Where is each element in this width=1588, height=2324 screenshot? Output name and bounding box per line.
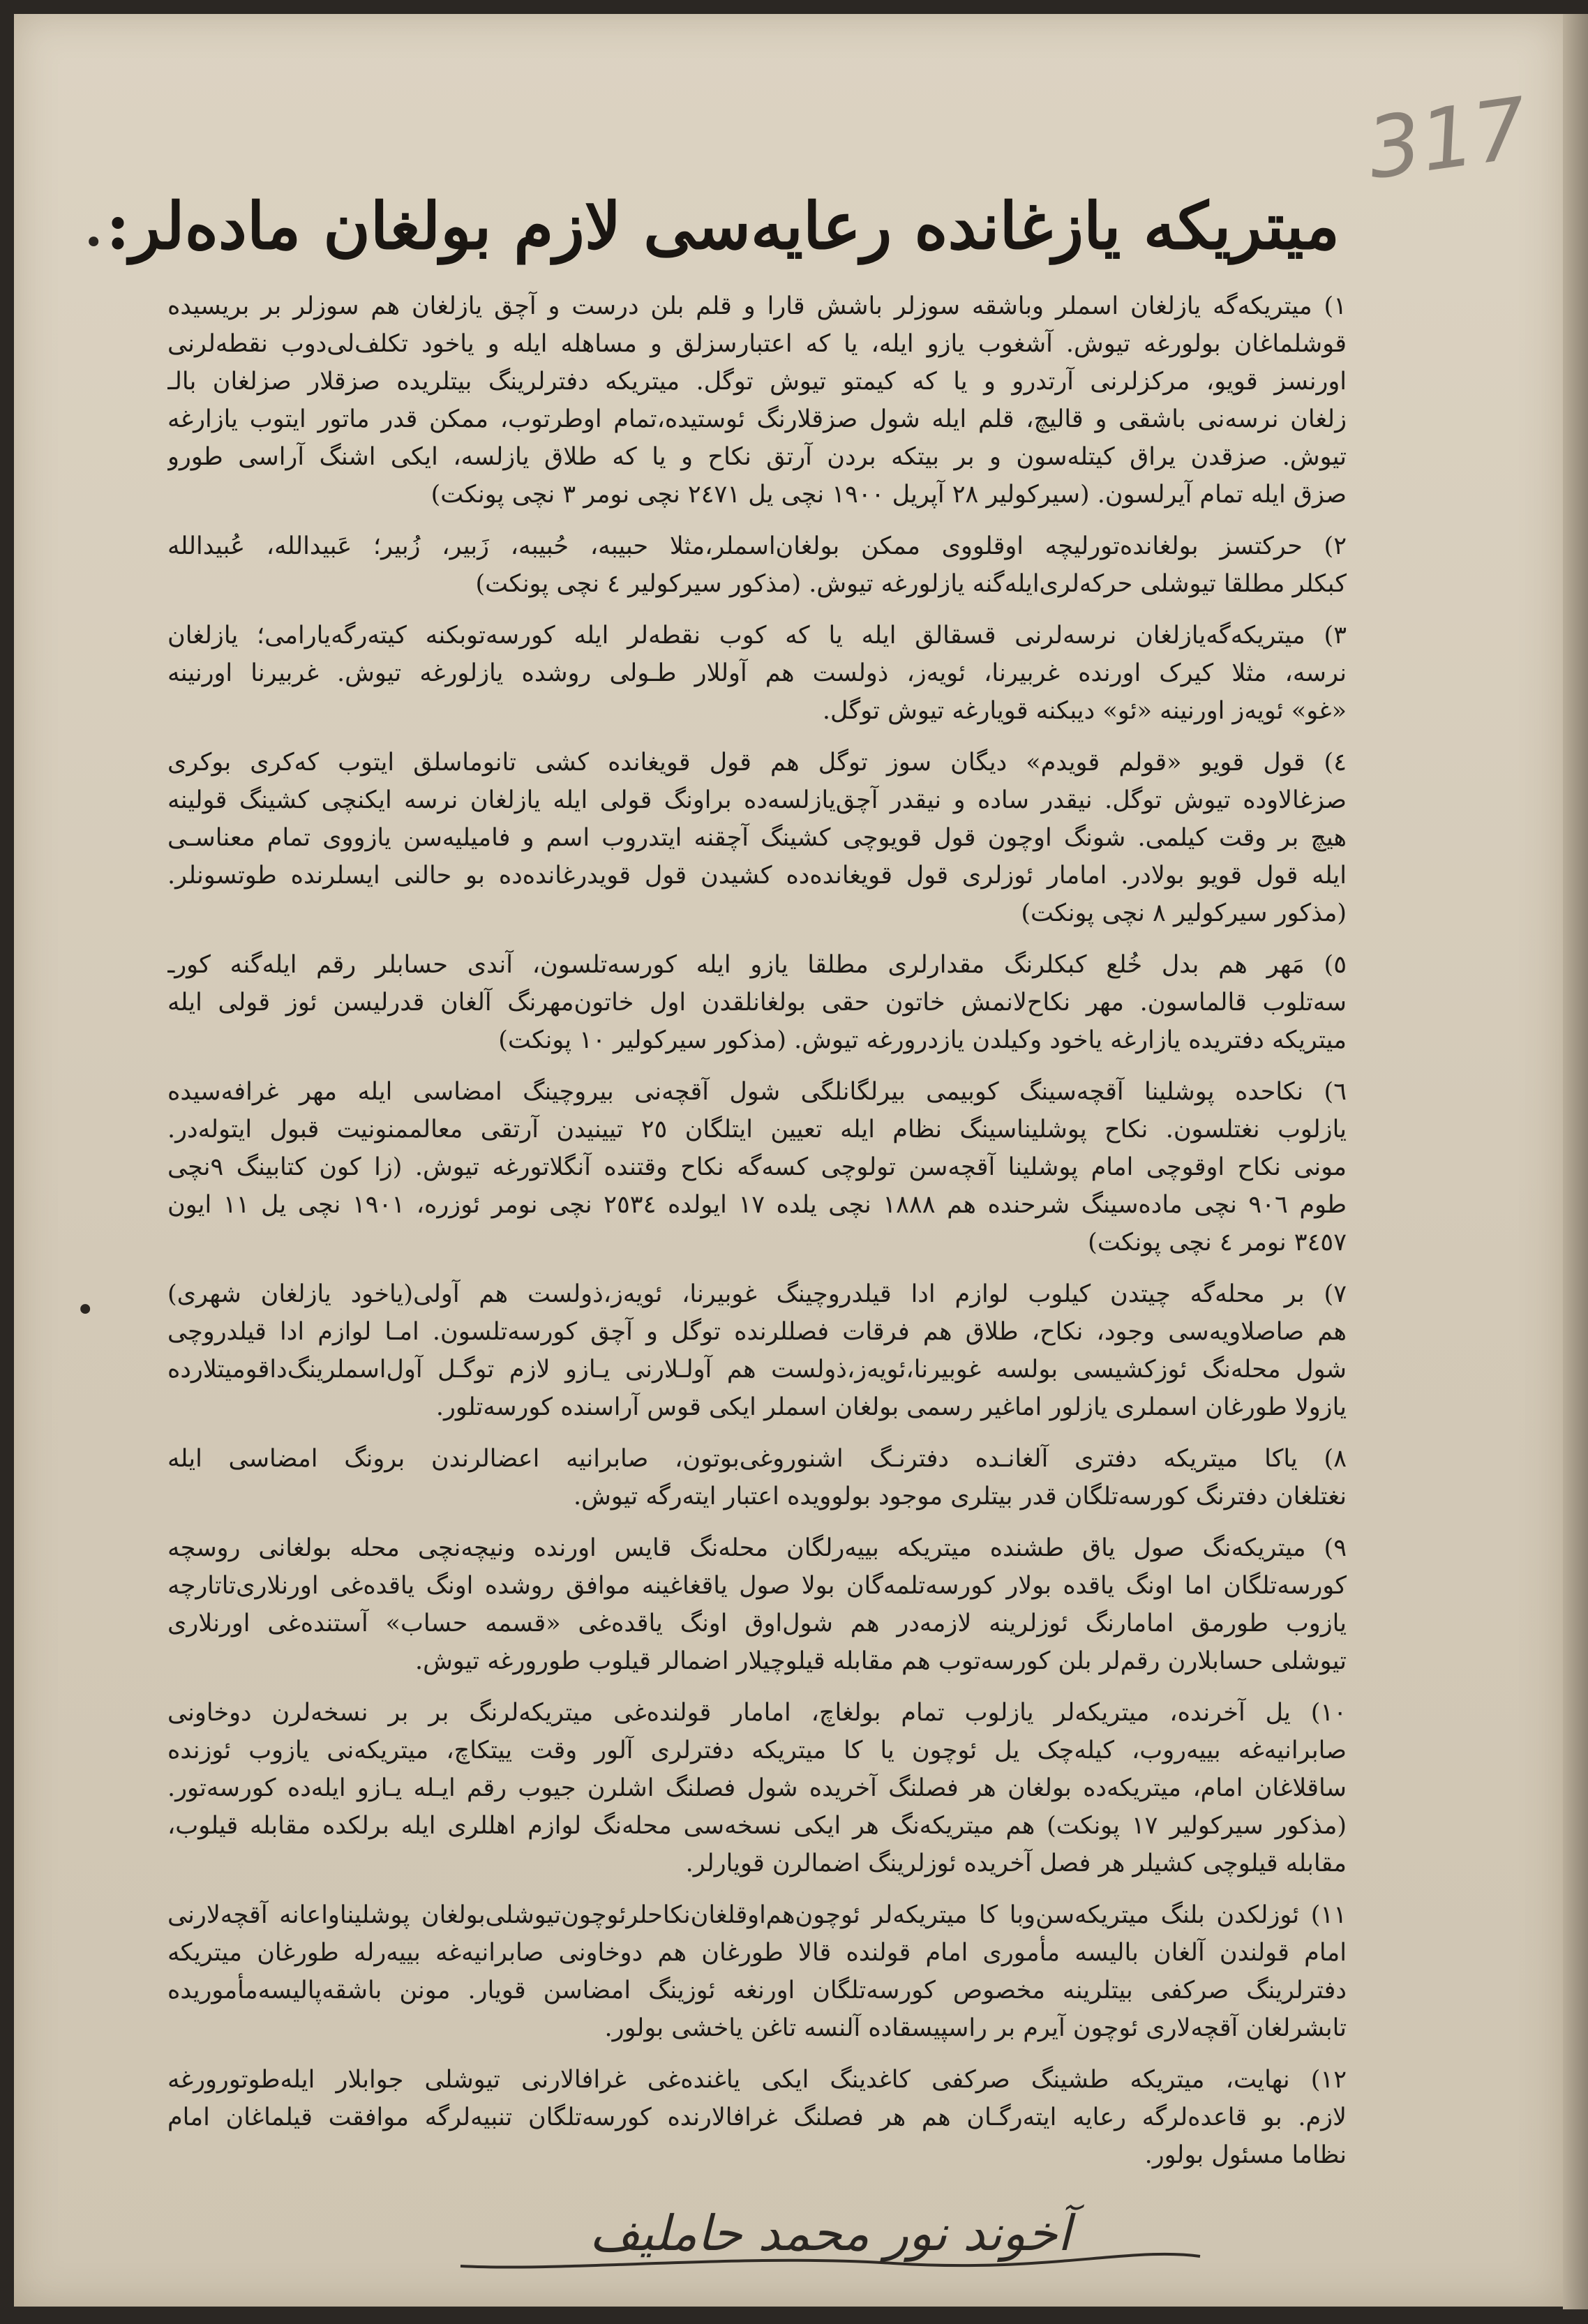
text-line: یازوب طورمق امامارنگ ئوزلرینه لازمه‌در هم شول‌اوق اونگ یاقده‌غی «قسمه حساب» آستنده‌غی اورنلاری	[167, 1610, 1347, 1637]
clause-5	[167, 946, 1347, 1059]
clause-9	[167, 1529, 1347, 1680]
text-line: یازلوب نغتلسون. نکاح پوشلیناسینگ نظام ایله تعیین ایتلگان ٢٥ تیینیدن آرتقی معالممنونیت قبول ایتوله‌در.	[167, 1116, 1347, 1144]
text-line: ٢) حرکتسز بولغانده‌تورلیچه اوقلووی ممکن بولغان‌اسملر،مثلا حبیبه، حُبیبه، زَبیر، زُبیر؛ عَبیدالله، عُبیدالله	[167, 532, 1347, 560]
clause-10	[167, 1694, 1347, 1882]
text-line: ٨) یاکا میتریکه دفتری آلغانـده دفترنـگ اشنوروغی‌بوتون، صابرانیه اعضالرندن برونگ امضاسی ایله	[167, 1445, 1347, 1473]
text-line: شول محله‌نگ ئوزکشیسی بولسه غوبیرنا،ئویه‌ز،ذولست هم آولـلارنی یـازو لازم توگـل آول‌اسملرینگ‌داقومیتلارده	[167, 1356, 1347, 1384]
text-line: سه‌تلوب قالماسون. مهر نکاح‌لانمش خاتون حقی بولغانلقدن اول خاتون‌مهرنگ آلغان قدرلیسن ئوز قولی ایله	[167, 989, 1347, 1017]
text-line: اورنسز قویو، مرکزلرنی آرتدرو و یا که کیمتو تیوش توگل. میتریکه دفترلرینگ بیتلریده صزقلار صزلغان بالـ	[167, 368, 1347, 396]
text-line: دفترلرینگ صرکفی بیتلرینه مخصوص کورسه‌تلگان اورنغه ئوزینگ امضاسن قویار. مونن باشقه‌پالیسه‌مأموریده	[167, 1977, 1347, 2004]
clause-6	[167, 1073, 1347, 1261]
text-line: لازم. بو قاعده‌لرگه رعایه ایته‌رگـان هم هر فصلنگ غرافالارنده کورسه‌تلگان تنبیه‌لرگه موافقت قیلماغان امام	[167, 2104, 1347, 2131]
handwritten-signature	[447, 2205, 1214, 2288]
text-line: امام قولندن آلغان بالیسه مأموری امام قولنده قالا طورغان هم دوخاونی صابرانیه‌غه بییه‌رله طورغان میتریکه	[167, 1939, 1347, 1967]
clause-12	[167, 2061, 1347, 2174]
text-line: ٣) میتریکه‌گه‌یازلغان نرسه‌لرنی قسقالق ایله یا که کوب نقطه‌لر ایله کورسه‌توبکنه کیته‌رگه‌یارامی؛ یازلغان	[167, 622, 1347, 650]
margin-tick-mark: •	[84, 223, 104, 262]
text-line: هم صاصلاویه‌سی وجود، نکاح، طلاق هم فرقات فصللرنده توگل و آچق کورسه‌تلسون. امـا لوازم ادا قیلدروچی	[167, 1318, 1347, 1346]
clause-1	[167, 287, 1347, 513]
clause-3	[167, 617, 1347, 730]
text-line: ١١) ئوزلکدن بلنگ میتریکه‌سن‌وبا کا میتریکه‌لر ئوچون‌هم‌اوقلغان‌نکاحلر‌ئوچون‌تیوشلی‌بولغان پوشلیناو‌اعانه آقچه‌لارنی	[167, 1901, 1347, 1929]
margin-tick-mark: •	[75, 1291, 96, 1330]
text-line: (مذکور سیرکولیر ٨ نچی پونکت)	[1021, 899, 1347, 927]
text-line: ٧) بر محله‌گه چیتدن کیلوب لوازم ادا قیلدروچینگ غوبیرنا، ئویه‌ز،ذولست هم آولی(یاخود یازلغان شهری)	[167, 1280, 1347, 1308]
clause-4	[167, 744, 1347, 932]
text-line: ٣٤٥٧ نومر ٤ نچی پونکت)	[1088, 1229, 1347, 1257]
text-line: مونی نکاح اوقوچی امام پوشلینا آقچه‌سن تولوچی کسه‌گه نکاح وقتنده آنگلاتورغه تیوش. (زا کون کتابینگ ٩نچی	[167, 1153, 1347, 1181]
page-stack-edge	[1563, 14, 1588, 2309]
text-line: زلغان نرسه‌نی باشقی و قالیچ، قلم ایله شول صزقلارنگ ئوستیده،تمام اوطرتوب، ممکن قدر ماتور ایتوب یازارغه	[167, 405, 1347, 433]
text-line: یازولا طورغان اسملری یازلور اماغیر رسمی بولغان اسملر ایکی قوس آراسنده کورسه‌تلور.	[435, 1393, 1347, 1421]
text-line: ساقلاغان امام، میتریکه‌ده بولغان هر فصلنگ آخریده شول فصلنگ اشلرن جیوب رقم ایـله یـازو ایله‌ده کورسه‌تور.	[167, 1774, 1347, 1802]
document-body	[167, 287, 1347, 2188]
text-line: نرسه، مثلا کیرک اورنده غربیرنا، ئویه‌ز، ذولست هم آوللار طـولی روشده یازلورغه تیوش. غربیرنا اورنینه	[167, 659, 1347, 687]
text-line: ١٠) یل آخرنده، میتریکه‌لر یازلوب تمام بولغاچ، امامار قولنده‌غی میتریکه‌لرنگ بر بر نسخه‌لرن دوخاونی	[167, 1699, 1347, 1727]
text-line: تیوشلی حسابلارن رقم‌لر بلن کورسه‌توب هم مقابله قیلوچیلار اضمالر قیلوب طورورغه تیوش.	[414, 1647, 1347, 1675]
text-line: نظاما مسئول بولور.	[1144, 2141, 1347, 2169]
signature-text: آخوند نور محمد حامليف	[589, 2205, 1072, 2262]
clause-8	[167, 1440, 1347, 1515]
text-line: کبکلر مطلقا تیوشلی حرکه‌لری‌ایله‌گنه یازلورغه تیوش. (مذکور سیرکولیر ٤ نچی پونکت)	[475, 570, 1347, 598]
text-line: ایله قول قویو بولادر. امامار ئوزلری قول قویغانده‌ده کشیدن قول قویدرغانده‌ده بو حالنی ایسلرنده طوتسونلر.	[167, 862, 1347, 890]
document-page	[14, 14, 1563, 2307]
text-line: «غو» ئویه‌ز اورنینه «ئو» دیبکنه قویارغه تیوش توگل.	[822, 697, 1347, 725]
text-line: (مذکور سیرکولیر ١٧ پونکت) هم میتریکه‌نگ هر ایکی نسخه‌سی محله‌نگ لوازم اهللری ایله برلکده مقابله قیلوب،	[167, 1812, 1347, 1840]
text-line: کورسه‌تلگان اما اونگ یاقده بولار کورسه‌تلمه‌گان بولا صول یاقغاغینه موافق روشده اونگ یاقده‌غی اورنلاری‌تاتارچه	[167, 1572, 1347, 1600]
text-line: ١) میتریکه‌گه یازلغان اسملر وباشقه سوزلر باشش قارا و قلم بلن درست و آچق یازلغان هم سوزلر بر بریسیده	[167, 292, 1347, 320]
text-line: تیوش. صزقدن یراق کیتله‌سون و بر بیتکه بردن آرتق نکاح و یا که طلاق یازلسه، ایکی اشنگ آراسی طورو	[167, 443, 1347, 471]
document-title: میتریکه یازغانده رعایه‌سی لازم بولغان ماده‌لر:	[105, 188, 1340, 264]
text-line: صابرانیه‌غه بییه‌روب، کیله‌چک یل ئوچون یا کا میتریکه دفترلری آلور وقت ییتکاچ، میتریکه‌نی یازوب ئوزنده	[167, 1737, 1347, 1764]
clause-2	[167, 527, 1347, 603]
clause-11	[167, 1896, 1347, 2047]
text-line: قوشلماغان بولورغه تیوش. آشغوب یازو ایله، یا که اعتبارسزلق و مساهله ایله و یاخود تکلف‌لی‌دوب نقطه‌لرنی	[167, 330, 1347, 358]
text-line: ١٢) نهایت، میتریکه طشینگ صرکفی کاغدینگ ایکی یاغنده‌غی غرافالارنی تیوشلی جوابلار ایله‌طوتورورغه	[167, 2066, 1347, 2094]
text-line: ٤) قول قویو «قولم قویدم» دیگان سوز توگل هم قول قویغانده کشی تانوماسلق ایتوب که‌کری بوکری	[167, 749, 1347, 777]
text-line: مقابله قیلوچی کشیلر هر فصل آخریده ئوزلرینگ اضمالرن قویارلر.	[685, 1850, 1347, 1877]
text-line: نغتلغان دفترنگ کورسه‌تلگان قدر بیتلری موجود بولوویده اعتبار ایته‌رگه تیوش.	[573, 1483, 1347, 1510]
text-line: صزق ایله تمام آیرلسون. (سیرکولیر ٢٨ آپریل ١٩٠٠ نچی یل ٢٤٧١ نچی نومر ٣ نچی پونکت)	[430, 481, 1347, 509]
text-line: ٦) نکاحده پوشلینا آقچه‌سینگ کوبیمی بیرلگانلگی شول آقچه‌نی بیروچینگ امضاسی ایله مهر غرافه‌سیده	[167, 1078, 1347, 1106]
text-line: ٩) میتریکه‌نگ صول یاق طشنده میتریکه بییه‌رلگان محله‌نگ قایس اورنده ونیچه‌نچی محله بولغانی روسچه	[167, 1534, 1347, 1562]
text-line: تابشرلغان آقچه‌لاری ئوچون آیرم بر راسپیسقاده آلنسه تاغن یاخشی بولور.	[604, 2014, 1347, 2042]
text-line: ٥) مَهر هم بدل خُلع کبکلرنگ مقدارلری مطلقا یازو ایله کورسه‌تلسون، آندی حسابلر رقم ایله‌گنه کورـ	[167, 951, 1347, 979]
text-line: صزغالاوده تیوش توگل. نیقدر ساده و نیقدر آچق‌یازلسه‌ده براونگ قولی ایله یازلغان نرسه ایکنچی کشینگ قولینه	[167, 786, 1347, 814]
text-line: هیچ بر وقت کیلمی. شونگ اوچون قول قویوچی کشینگ آچقنه ایتدروب اسم و فامیلیه‌سن یازووی تمام معناسـی	[167, 824, 1347, 852]
text-line: میتریکه دفتریده یازارغه یاخود وکیلدن یازدرورغه تیوش. (مذکور سیرکولیر ١٠ پونکت)	[498, 1026, 1347, 1054]
clause-7	[167, 1275, 1347, 1426]
folio-number: 317	[1361, 80, 1534, 199]
text-line: طوم ٩٠٦ نچی ماده‌سینگ شرحنده هم ١٨٨٨ نچی یلده ١٧ ایولده ٢٥٣٤ نچی نومر ئوزره، ١٩٠١ نچی یل ١١ ایون	[167, 1191, 1347, 1219]
